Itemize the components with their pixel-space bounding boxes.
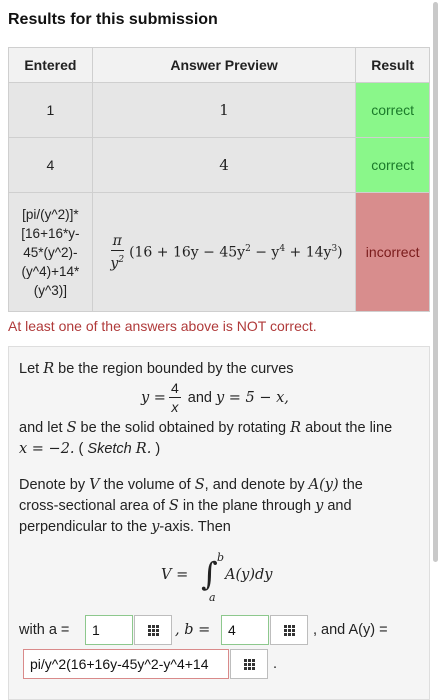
curves-equation: y = $\frac{4}{x}$ and y = 5 − x, <box>141 380 289 415</box>
preview-cell <box>92 193 356 312</box>
fraction-numerator: π <box>112 232 122 249</box>
header-entered: Entered <box>9 48 93 83</box>
problem-p2-line-2: cross-sectional area of S in the plane through y and <box>19 498 352 514</box>
table-row <box>9 138 430 193</box>
grid-icon <box>284 625 295 636</box>
answer-b-input[interactable]: 4 <box>221 615 269 645</box>
scrollbar[interactable] <box>433 2 438 562</box>
entered-cell <box>9 193 93 312</box>
equation-editor-button[interactable] <box>270 615 308 645</box>
entered-line: [16+16*y- <box>21 225 80 241</box>
equation-editor-button[interactable] <box>230 649 268 679</box>
header-result: Result <box>356 48 430 83</box>
entered-line: (y^3)] <box>33 282 68 298</box>
problem-p2-line-1: Denote by V the volume of S, and denote by A(y) the <box>19 477 363 493</box>
table-row <box>9 83 430 138</box>
entered-cell: 4 <box>9 138 93 193</box>
result-badge-correct: correct <box>356 83 430 138</box>
grid-icon <box>148 625 159 636</box>
entered-cell: 1 <box>9 83 93 138</box>
preview-fraction <box>108 232 126 273</box>
page-title: Results for this submission <box>8 11 218 28</box>
fraction-denominator: $y^2$ <box>110 254 125 272</box>
preview-polynomial: $(16 + 16y - 45y^2 - y^4 + 14y^3)$ <box>129 243 343 261</box>
entered-line: [pi/(y^2)]* <box>22 206 79 222</box>
problem-line-1: Let R be the region bounded by the curves <box>19 361 294 377</box>
problem-line-3: x = −2. ( Sketch R. ) <box>19 441 161 457</box>
preview-cell: 4 <box>92 138 356 193</box>
result-badge-correct: correct <box>356 138 430 193</box>
entered-line: (y^4)+14* <box>21 263 80 279</box>
answer-area-input[interactable]: pi/y^2(16+16y-45y^2-y^4+14 <box>23 649 229 679</box>
with-a-label: with a = <box>19 622 70 638</box>
table-row <box>9 193 430 312</box>
table-header-row <box>9 48 430 83</box>
integral-upper-limit: b <box>217 551 225 564</box>
result-badge-incorrect: incorrect <box>356 193 430 312</box>
integral-body: A(y)dy <box>225 567 273 583</box>
b-label: , b = <box>175 622 211 638</box>
problem-line-2: and let S be the solid obtained by rotating R about the line <box>19 420 393 436</box>
preview-cell: 1 <box>92 83 356 138</box>
answer-preview-expression <box>105 232 342 273</box>
curve-fraction: $\frac{4}{x}$ <box>170 380 179 415</box>
header-answer-preview: Answer Preview <box>92 48 356 83</box>
integral-sign: ∫ <box>201 555 218 593</box>
period: . <box>273 656 278 672</box>
integral-lower-limit: a <box>209 591 216 604</box>
problem-p2-line-3: perpendicular to the y-axis. Then <box>19 519 231 535</box>
results-table <box>8 47 430 312</box>
warning-message: At least one of the answers above is NOT correct. <box>8 318 317 334</box>
problem-panel: Let R be the region bounded by the curves y = $\frac{4}{x}$ and y = 5 − x, and let S be the solid obtained by rotating R about the line x = −2. ( Sketch R. ) Denote by V the volume of S, and denote by A(y) the cross-sectional area of S in the plane through y and perpendicular to the y-axis. Then V = ∫ b a A(y)dy with a = 1 , b = 4 , and A(y) = pi/y^2(16+16y-45y^2-y^4+14 . <box>8 346 430 700</box>
entered-line: 45*(y^2)- <box>23 244 78 260</box>
grid-icon <box>244 659 255 670</box>
equation-editor-button[interactable] <box>134 615 172 645</box>
answer-a-input[interactable]: 1 <box>85 615 133 645</box>
area-function-label: , and A(y) = <box>313 622 388 638</box>
